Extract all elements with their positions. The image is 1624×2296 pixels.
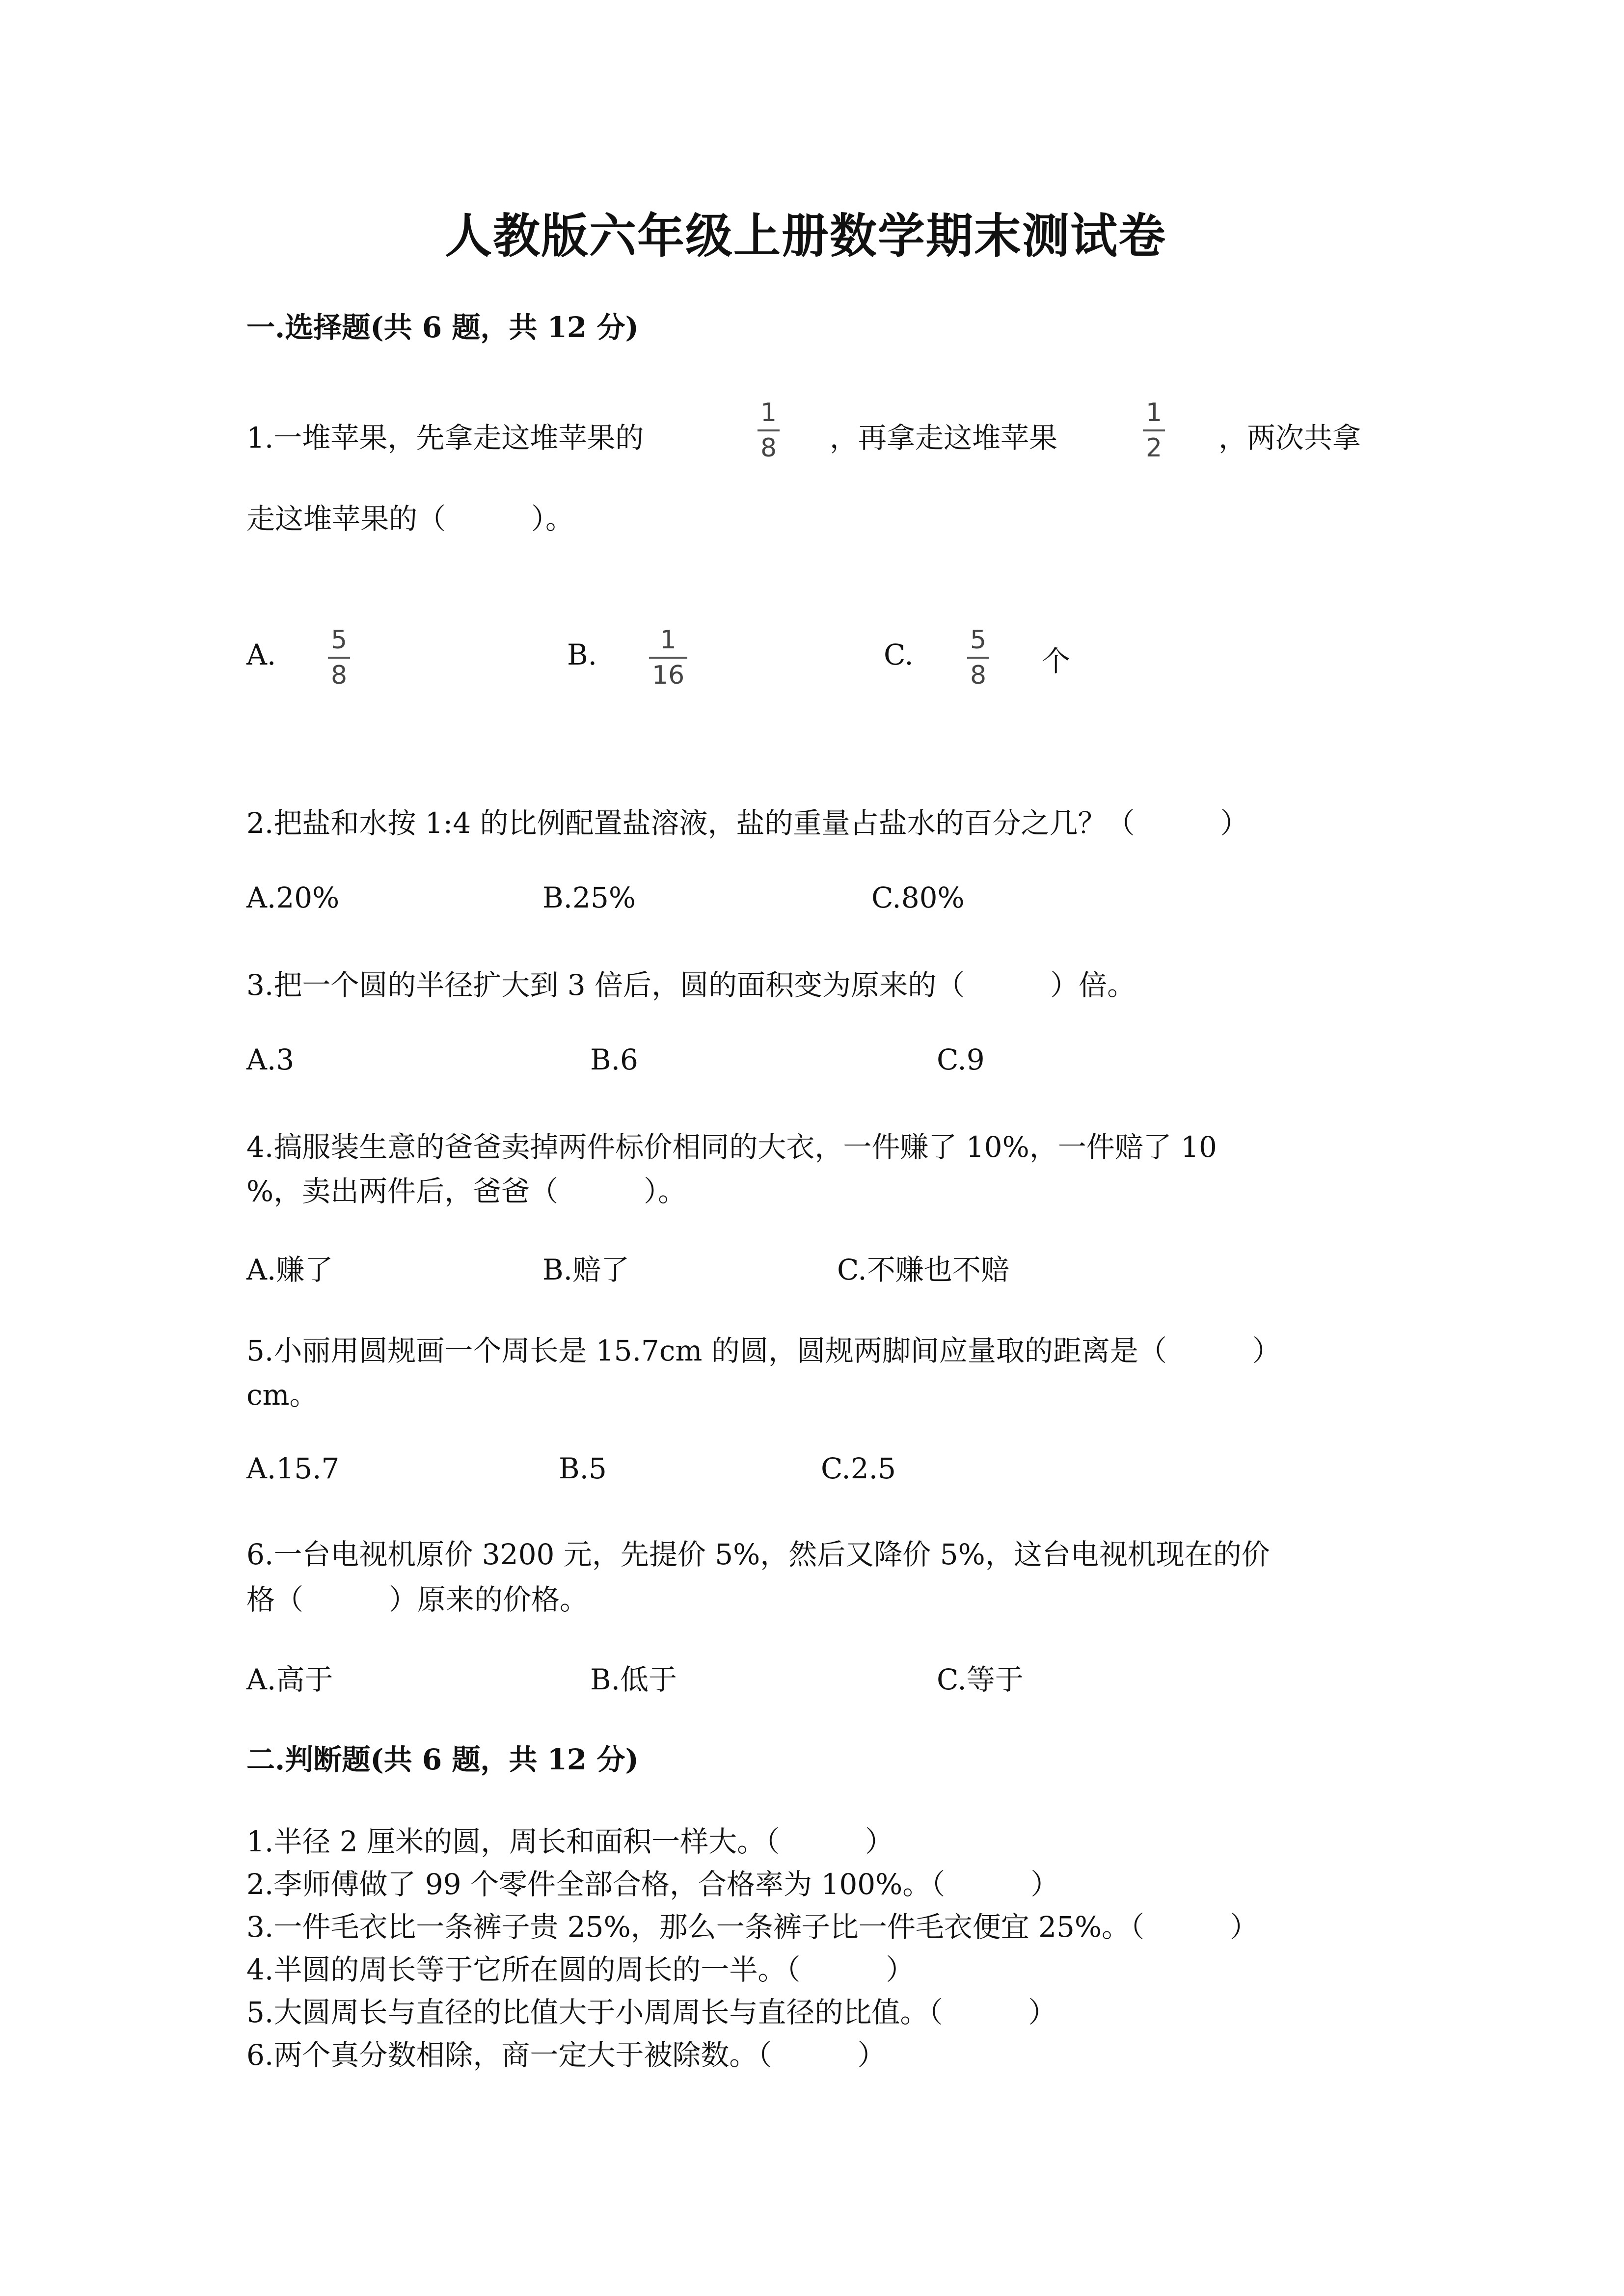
option-b-label: B. bbox=[567, 638, 597, 671]
option-b: B.6 bbox=[590, 1043, 638, 1076]
fraction-numerator: 1 bbox=[660, 625, 677, 655]
option-c: C.80% bbox=[871, 881, 965, 914]
section-heading-choice: 一.选择题(共 6 题，共 12 分) bbox=[246, 311, 639, 344]
option-c: C.2.5 bbox=[821, 1452, 896, 1485]
option-a: A.高于 bbox=[246, 1663, 333, 1696]
question-1-text-line2: 走这堆苹果的（ ）。 bbox=[246, 502, 574, 535]
judgement-item: 5.大圆周长与直径的比值大于小周周长与直径的比值。（ ） bbox=[246, 1996, 1057, 2029]
fraction-denominator: 16 bbox=[652, 661, 685, 690]
option-b-fraction bbox=[649, 627, 687, 688]
option-a: A.20% bbox=[246, 881, 340, 914]
judgement-item: 3.一件毛衣比一条裤子贵 25%，那么一条裤子比一件毛衣便宜 25%。（ ） bbox=[246, 1910, 1259, 1944]
fraction-denominator: 8 bbox=[760, 433, 777, 463]
question-2-text: 2.把盐和水按 1:4 的比例配置盐溶液，盐的重量占盐水的百分之几？（ ） bbox=[246, 806, 1249, 840]
question-6-text-line2: 格（ ）原来的价格。 bbox=[246, 1583, 589, 1616]
question-4-text-line2: %，卖出两件后，爸爸（ ）。 bbox=[246, 1175, 687, 1208]
fraction-numerator: 5 bbox=[970, 625, 987, 655]
judgement-item: 4.半圆的周长等于它所在圆的周长的一半。（ ） bbox=[246, 1953, 915, 1986]
fraction-denominator: 8 bbox=[331, 661, 348, 690]
option-c-suffix: 个 bbox=[1042, 644, 1071, 678]
fraction-numerator: 5 bbox=[331, 625, 348, 655]
option-b: B.25% bbox=[542, 881, 636, 914]
section-heading-judgement: 二.判断题(共 6 题，共 12 分) bbox=[246, 1743, 639, 1776]
option-a: A.赚了 bbox=[246, 1253, 333, 1286]
option-b: B.赔了 bbox=[542, 1253, 630, 1286]
fraction-one-half bbox=[1143, 400, 1165, 461]
judgement-item: 2.李师傅做了 99 个零件全部合格，合格率为 100%。（ ） bbox=[246, 1868, 1059, 1901]
page-title: 人教版六年级上册数学期末测试卷 bbox=[445, 208, 1166, 264]
option-a: A.3 bbox=[246, 1043, 295, 1076]
option-c: C.不赚也不赔 bbox=[837, 1253, 1009, 1286]
option-c-label: C. bbox=[884, 638, 914, 671]
option-a: A.15.7 bbox=[246, 1452, 340, 1485]
question-6-text-line1: 6.一台电视机原价 3200 元，先提价 5%，然后又降价 5%，这台电视机现在的价 bbox=[246, 1538, 1270, 1571]
option-b: B.低于 bbox=[590, 1663, 677, 1696]
option-c: C.9 bbox=[937, 1043, 985, 1076]
judgement-item: 6.两个真分数相除，商一定大于被除数。（ ） bbox=[246, 2038, 886, 2072]
fraction-denominator: 8 bbox=[970, 661, 987, 690]
question-3-text: 3.把一个圆的半径扩大到 3 倍后，圆的面积变为原来的（ ）倍。 bbox=[246, 968, 1136, 1002]
judgement-item: 1.半径 2 厘米的圆，周长和面积一样大。（ ） bbox=[246, 1825, 894, 1858]
option-b: B.5 bbox=[559, 1452, 607, 1485]
option-c: C.等于 bbox=[937, 1663, 1024, 1696]
fraction-denominator: 2 bbox=[1146, 433, 1163, 463]
fraction-numerator: 1 bbox=[760, 398, 777, 427]
question-5-text-line2: cm。 bbox=[246, 1378, 318, 1412]
option-a-label: A. bbox=[246, 638, 276, 671]
question-1-text-part1: 1.一堆苹果，先拿走这堆苹果的 bbox=[246, 421, 644, 454]
question-1-text-part2: ，再拿走这堆苹果 bbox=[830, 421, 1058, 454]
question-1-text-part3: ，两次共拿 bbox=[1218, 421, 1361, 454]
fraction-numerator: 1 bbox=[1146, 398, 1163, 427]
option-c-fraction bbox=[967, 627, 989, 688]
fraction-one-eighth bbox=[758, 400, 780, 461]
option-a-fraction bbox=[328, 627, 350, 688]
question-5-text-line1: 5.小丽用圆规画一个周长是 15.7cm 的圆，圆规两脚间应量取的距离是（ ） bbox=[246, 1334, 1281, 1367]
question-4-text-line1: 4.搞服装生意的爸爸卖掉两件标价相同的大衣，一件赚了 10%，一件赔了 10 bbox=[246, 1130, 1217, 1164]
